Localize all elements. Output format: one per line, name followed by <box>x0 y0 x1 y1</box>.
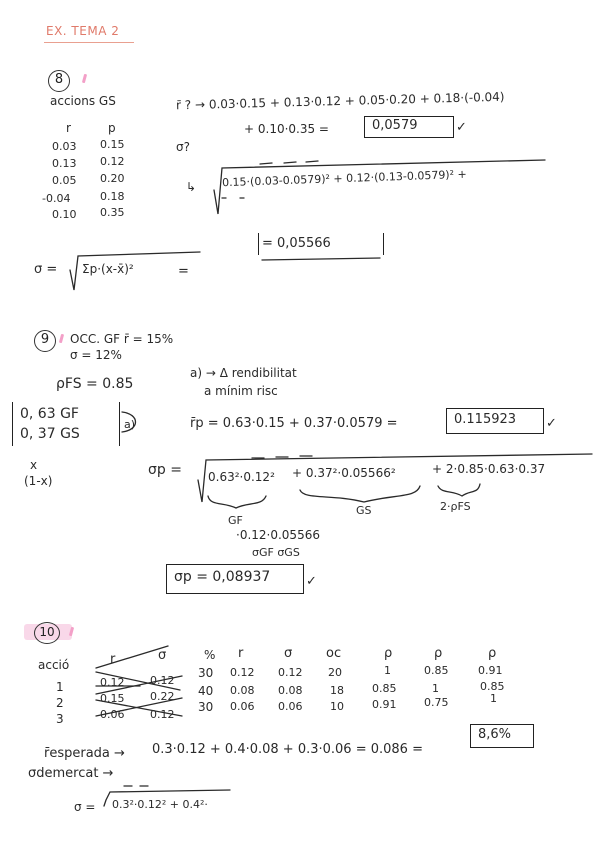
ex8-row-5-r: 0.10 <box>52 208 77 221</box>
ex10-row-3-pct: 30 <box>198 700 214 714</box>
ex10-row-3-id: 3 <box>56 712 64 726</box>
ex10-row-1-s: 0.12 <box>150 674 175 687</box>
ex10-sigma-eq-expr: 0.3²·0.12² + 0.4²· <box>112 798 208 811</box>
ex10-row-1-r2: 0.12 <box>230 666 255 679</box>
ex9-sigma-p-result: σp = 0,08937 <box>174 569 271 585</box>
ex10-head-accio: acció <box>38 658 70 672</box>
ex8-title: accions GS <box>50 94 116 108</box>
ex8-row-2-r: 0.13 <box>52 157 77 170</box>
ex10-row-2-s: 0.22 <box>150 690 175 703</box>
ex9-brace-rho: 2·ρFS <box>440 500 471 513</box>
ex9-brace-gf: GF <box>228 514 243 527</box>
ex9-sigma-p-line2: ·0.12·0.05566 <box>236 528 320 542</box>
ex10-head-r2: r <box>238 646 244 661</box>
ex10-row-3-p1: 0.91 <box>372 698 397 711</box>
ex9-note2: a mínim risc <box>204 384 278 398</box>
ex10-row-3-p3: 1 <box>490 692 497 705</box>
ex8-sigma-expression: 0.15·(0.03-0.0579)² + 0.12·(0.13-0.0579)² + <box>221 167 467 190</box>
ex9-line1: OCC. GF r̄ = 15% <box>70 332 174 346</box>
ex8-rbar-result: 0,0579 <box>372 118 418 133</box>
ex8-sigma-formula-left: σ = <box>34 262 58 277</box>
ex8-sigma-question: σ? <box>176 140 190 154</box>
ex10-row-1-r: 0.12 <box>100 676 125 689</box>
ex9-arrow-label: a) <box>124 418 136 431</box>
ex8-col-p: p <box>108 121 116 135</box>
exercise-10-number: 10 <box>34 622 60 644</box>
ex9-sigma-p-term3: + 2·0.85·0.63·0.37 <box>432 462 546 476</box>
ex8-rbar-line1: r̄ ? → 0.03·0.15 + 0.13·0.12 + 0.05·0.20 + 0.18·(-0.04) <box>175 89 505 113</box>
ex10-row-2-id: 2 <box>56 696 64 710</box>
ex10-row-1-id: 1 <box>56 680 64 694</box>
ex9-rp-expression: r̄p = 0.63·0.15 + 0.37·0.0579 = <box>190 416 398 431</box>
pink-tick-mark <box>69 627 74 636</box>
ex10-row-2-p2: 1 <box>432 682 439 695</box>
ex9-one-minus-x: (1-x) <box>24 474 53 488</box>
ex10-row-3-r: 0.06 <box>100 708 125 721</box>
ex9-sigma-p-term2: + 0.37²·0.05566² <box>292 466 396 480</box>
pink-tick-mark <box>82 74 87 83</box>
ex8-sigma-result: = 0,05566 <box>262 236 331 251</box>
ex10-head-sigma2: σ <box>284 646 293 661</box>
ex10-head-r: r <box>110 652 116 667</box>
ex9-x-label: x <box>30 458 38 472</box>
ex10-row-1-p2: 0.85 <box>424 664 449 677</box>
ex10-row-1-p1: 1 <box>384 664 391 677</box>
ex10-row-2-r: 0.15 <box>100 692 125 705</box>
ex8-row-3-p: 0.20 <box>100 172 125 185</box>
pink-tick-mark <box>59 334 64 343</box>
ex8-row-3-r: 0.05 <box>52 174 77 187</box>
ex10-row-3-s: 0.12 <box>150 708 175 721</box>
ex10-row-2-p3: 0.85 <box>480 680 505 693</box>
ex10-sigma-market: σdemercat → <box>28 766 114 781</box>
ex10-row-3-p2: 0.75 <box>424 696 449 709</box>
ex10-rexp-label: r̄esperada → <box>44 746 125 761</box>
ex8-row-4-r: -0.04 <box>42 192 71 205</box>
ex8-row-1-p: 0.15 <box>100 138 125 151</box>
ex9-sigma-p-line3: σGF σGS <box>252 546 300 559</box>
ex8-row-1-r: 0.03 <box>52 140 77 153</box>
ex8-row-2-p: 0.12 <box>100 155 125 168</box>
check-mark: ✓ <box>306 574 317 589</box>
ex9-line2: σ = 12% <box>70 348 122 362</box>
ex9-rp-result: 0.115923 <box>454 412 517 427</box>
ex10-head-p2: ρ <box>434 646 443 661</box>
ex10-row-2-pct: 40 <box>198 684 214 698</box>
page-header: EX. TEMA 2 <box>46 24 120 38</box>
ex9-sigma-p-label: σp = <box>148 462 182 478</box>
ex8-sigma-arrow: ↳ <box>186 180 197 194</box>
ex10-row-2-r2: 0.08 <box>230 684 255 697</box>
ex10-head-p1: ρ <box>384 646 393 661</box>
check-mark: ✓ <box>456 120 467 135</box>
ex10-row-3-r2: 0.06 <box>230 700 255 713</box>
ex10-row-3-oc: 10 <box>330 700 344 713</box>
ex9-alloc-1: 0, 63 GF <box>20 406 79 422</box>
ex10-row-1-oc: 20 <box>328 666 342 679</box>
ex10-row-3-s2: 0.06 <box>278 700 303 713</box>
ex10-head-p3: ρ <box>488 646 497 661</box>
ex10-head-sigma: σ <box>158 648 167 663</box>
ex10-row-2-p1: 0.85 <box>372 682 397 695</box>
ex8-row-4-p: 0.18 <box>100 190 125 203</box>
ex9-note1: a) → Δ rendibilitat <box>190 366 297 380</box>
ex10-row-2-oc: 18 <box>330 684 344 697</box>
exercise-8-number: 8 <box>48 70 70 92</box>
ex8-sigma-formula: Σp·(x-x̄)² <box>82 262 134 276</box>
ex9-brace-gs: GS <box>356 504 372 517</box>
ex9-sigma-p-term1: 0.63²·0.12² <box>208 470 275 484</box>
ex8-rbar-line2: + 0.10·0.35 = <box>244 122 329 136</box>
ex8-sigma-formula-right: = <box>178 264 189 279</box>
ex8-col-r: r <box>66 121 71 135</box>
ex10-row-1-s2: 0.12 <box>278 666 303 679</box>
ex9-alloc-2: 0, 37 GS <box>20 426 80 442</box>
check-mark: ✓ <box>546 416 557 431</box>
ex9-rho: ρFS = 0.85 <box>56 376 134 392</box>
ex10-row-1-p3: 0.91 <box>478 664 503 677</box>
header-underline <box>44 42 134 43</box>
ex10-row-1-pct: 30 <box>198 666 214 680</box>
ex10-row-2-s2: 0.08 <box>278 684 303 697</box>
ex10-rexp-result: 8,6% <box>478 727 512 742</box>
ex10-sigma-eq: σ = <box>74 800 96 814</box>
exercise-9-number: 9 <box>34 330 56 352</box>
ex8-row-5-p: 0.35 <box>100 206 125 219</box>
ex10-head-pct: % <box>204 648 216 662</box>
ex10-head-oc: oc <box>326 646 342 661</box>
ex10-rexp-expression: 0.3·0.12 + 0.4·0.08 + 0.3·0.06 = 0.086 = <box>152 742 423 757</box>
